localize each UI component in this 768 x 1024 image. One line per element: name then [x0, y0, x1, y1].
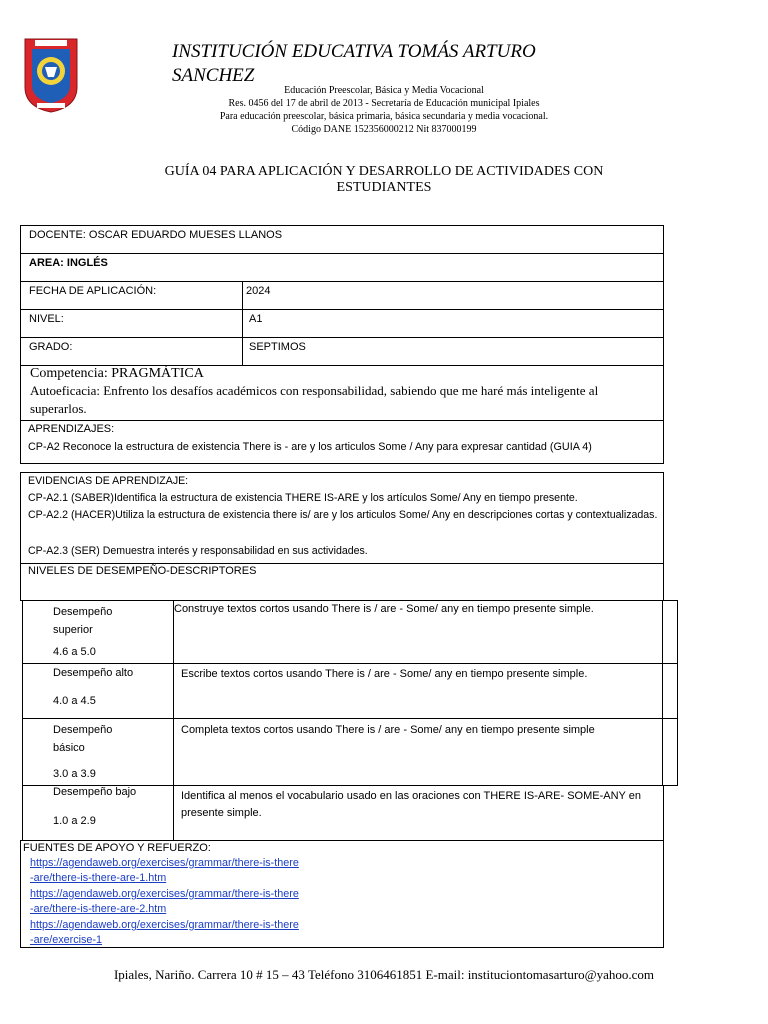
- evidencias-row: [20, 472, 664, 564]
- grado-label: GRADO:: [29, 341, 73, 353]
- guide-title: GUÍA 04 PARA APLICACIÓN Y DESARROLLO DE ACTIVIDADES CON ESTUDIANTES: [164, 164, 604, 195]
- docente-text: DOCENTE: OSCAR EDUARDO MUESES LLANOS: [29, 229, 283, 241]
- aprendizajes-label: APRENDIZAJES:: [28, 423, 115, 435]
- desempeno-range: 3.0 a 3.9: [53, 768, 96, 780]
- docente-row: [20, 225, 664, 254]
- desempeno-range: 4.0 a 4.5: [53, 695, 96, 707]
- desempeno-name: Desempeño básico: [53, 724, 113, 754]
- area-text: AREA: INGLÉS: [29, 257, 108, 269]
- evidencias-label: EVIDENCIAS DE APRENDIZAJE:: [28, 475, 189, 487]
- autoeficacia-text: Autoeficacia: Enfrento los desafíos académicos con responsabilidad, sabiendo que me haré más inteligente al superarlos.: [30, 383, 599, 416]
- aprendizajes-row: [20, 420, 664, 464]
- header-line-3: Para educación preescolar, básica primaria, básica secundaria y media vocacional.: [219, 111, 549, 122]
- fecha-value: 2024: [246, 285, 271, 297]
- reference-link-1[interactable]: https://agendaweb.org/exercises/grammar/there-is-there-are/there-is-there-are-1.htm: [30, 857, 299, 885]
- desempeno-desc: Identifica al menos el vocabulario usado en las oraciones con THERE IS-ARE- SOME-ANY en presente simple.: [181, 790, 641, 819]
- reference-link-3[interactable]: https://agendaweb.org/exercises/grammar/there-is-there-are/exercise-1: [30, 919, 299, 947]
- institution-name: INSTITUCIÓN EDUCATIVA TOMÁS ARTURO SANCHEZ: [172, 41, 536, 86]
- nivel-label: NIVEL:: [29, 313, 64, 325]
- desempeno-range: 1.0 a 2.9: [53, 815, 96, 827]
- reference-link-2[interactable]: https://agendaweb.org/exercises/grammar/there-is-there-are/there-is-there-are-2.htm: [30, 888, 299, 916]
- evidencia-3: CP-A2.3 (SER) Demuestra interés y responsabilidad en sus actividades.: [28, 545, 368, 557]
- area-row: [20, 253, 664, 282]
- header-line-2: Res. 0456 del 17 de abril de 2013 - Secretaría de Educación municipal Ipiales: [228, 98, 540, 109]
- fuentes-label: FUENTES DE APOYO Y REFUERZO:: [23, 842, 211, 854]
- desempeno-superior-row: [22, 600, 678, 664]
- nivel-row: [20, 309, 664, 338]
- desempeno-bajo-row: [22, 785, 664, 841]
- desempeno-desc: Construye textos cortos usando There is / are - Some/ any en tiempo presente simple.: [174, 603, 594, 615]
- desempeno-basico-row: [22, 718, 678, 786]
- fecha-label: FECHA DE APLICACIÓN:: [29, 285, 157, 297]
- evidencia-2: CP-A2.2 (HACER)Utiliza la estructura de existencia there is/ are y los articulos Some/ Any en descripciones cortas y contextualizadas.: [28, 509, 658, 521]
- header-line-4: Código DANE 152356000212 Nit 837000199: [291, 124, 477, 135]
- school-crest-logo: [23, 37, 79, 113]
- competencia-row: [20, 365, 664, 421]
- fuentes-box: [20, 840, 664, 948]
- desempeno-range: 4.6 a 5.0: [53, 646, 96, 658]
- desempeno-name: Desempeño superior: [53, 606, 113, 636]
- desempeno-desc: Escribe textos cortos usando There is / are - Some/ any en tiempo presente simple.: [181, 668, 588, 680]
- grado-row: [20, 337, 664, 366]
- fecha-row: [20, 281, 664, 310]
- desempeno-desc: Completa textos cortos usando There is / are - Some/ any en tiempo presente simple: [181, 724, 595, 736]
- niveles-row: [20, 563, 664, 601]
- evidencia-1: CP-A2.1 (SABER)Identifica la estructura de existencia THERE IS-ARE y los artículos Some/ Any en tiempo presente.: [28, 492, 578, 504]
- footer-contact: Ipiales, Nariño. Carrera 10 # 15 – 43 Teléfono 3106461851 E-mail: instituciontomasarturo@yahoo.com: [113, 967, 655, 982]
- competencia-title: Competencia: PRAGMÁTICA: [30, 366, 204, 381]
- grado-value: SEPTIMOS: [249, 341, 306, 353]
- niveles-label: NIVELES DE DESEMPEÑO-DESCRIPTORES: [28, 565, 257, 577]
- desempeno-name: Desempeño alto: [53, 667, 134, 679]
- desempeno-name: Desempeño bajo: [53, 786, 137, 798]
- header-line-1: Educación Preescolar, Básica y Media Vocacional: [284, 85, 484, 96]
- aprendizajes-text: CP-A2 Reconoce la estructura de existencia There is - are y los articulos Some / Any para expresar cantidad (GUIA 4): [28, 441, 592, 453]
- nivel-value: A1: [249, 313, 263, 325]
- desempeno-alto-row: [22, 663, 678, 719]
